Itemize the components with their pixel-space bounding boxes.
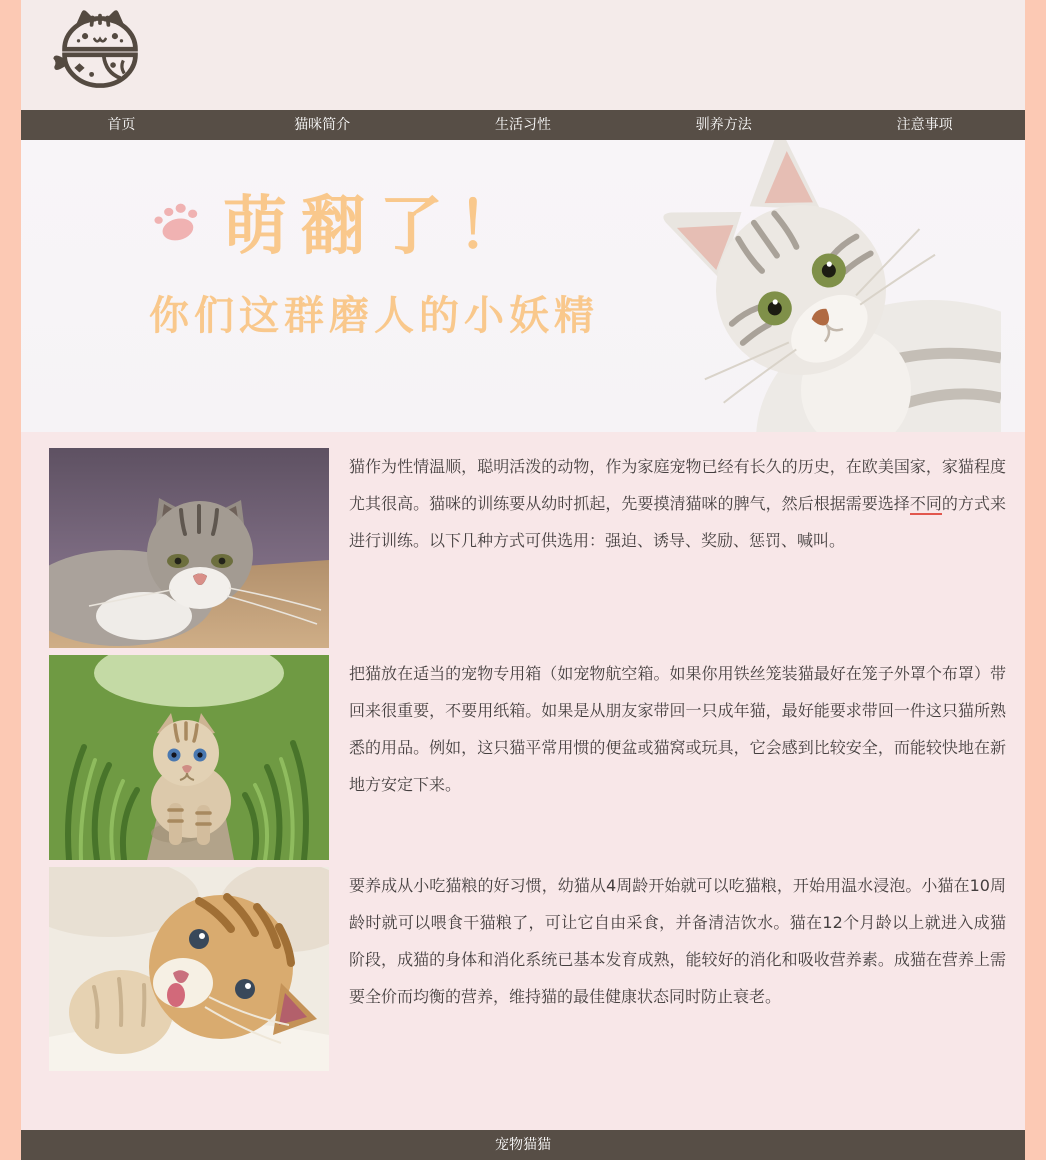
content-section-training (49, 448, 1025, 648)
content-section-feeding (49, 867, 1025, 1071)
paragraph-text: 的方式来进行训练。以下几种方式可供选用：强迫、诱导、奖励、惩罚、喊叫。 (349, 494, 1006, 550)
paw-print-icon (149, 200, 205, 246)
site-footer (21, 1130, 1025, 1160)
paragraph-training (349, 448, 1006, 559)
hero-text-block (149, 192, 599, 341)
nav-item-training-methods[interactable]: 驯养方法 (695, 117, 752, 133)
nav-item-living-habits[interactable]: 生活习性 (494, 117, 551, 133)
cat-fish-logo-icon[interactable] (51, 10, 149, 94)
paragraph-feeding: 要养成从小吃猫粮的好习惯，幼猫从4周龄开始就可以吃猫粮，开始用温水浸泡。小猫在10周龄时就可以喂食干猫粮了，可让它自由采食，并备清洁饮水。猫在12个月龄以上就进入成猫阶段，成猫的身体和消化系统已基本发育成熟，能较好的消化和吸收营养素。成猫在营养上需要全价而均衡的营养，维持猫的最佳健康状态同时防止衰老。 (349, 876, 1006, 1006)
paragraph-carry-box: 把猫放在适当的宠物专用箱（如宠物航空箱。如果你用铁丝笼装猫最好在笼子外罩个布罩）带回来很重要，不要用纸箱。如果是从朋友家带回一只成年猫，最好能要求带回一件这只猫所熟悉的用品。例如，这只猫平常用惯的便盆或猫窝或玩具，它会感到比较安全，而能较快地在新地方安定下来。 (349, 664, 1006, 794)
grey-cat-lying-image (49, 448, 329, 648)
site-header (21, 0, 1025, 110)
orange-kitten-lying-image (49, 867, 329, 1071)
hero-banner (21, 140, 1025, 432)
hero-subtitle: 你们这群磨人的小妖精 (149, 293, 599, 340)
page-container (21, 0, 1025, 1160)
footer-site-name: 宠物猫猫 (495, 1137, 551, 1153)
hero-tilted-cat-image (601, 140, 1001, 432)
nav-item-cat-intro[interactable]: 猫咪简介 (294, 117, 351, 133)
hero-title: 萌翻了！ (223, 190, 535, 264)
paragraph-text: 猫作为性情温顺，聪明活泼的动物，作为家庭宠物已经有长久的历史，在欧美国家，家猫程度尤其很高。猫咪的训练要从幼时抓起，先要摸清猫咪的脾气，然后根据需要选择 (349, 457, 1006, 513)
main-navigation (21, 110, 1025, 140)
kitten-in-grass-image (49, 655, 329, 860)
underlined-word: 不同 (909, 494, 942, 513)
content-section-carry-box (49, 655, 1025, 860)
nav-item-home[interactable]: 首页 (107, 117, 136, 133)
nav-item-notes[interactable]: 注意事项 (896, 117, 953, 133)
main-content (21, 432, 1025, 1130)
